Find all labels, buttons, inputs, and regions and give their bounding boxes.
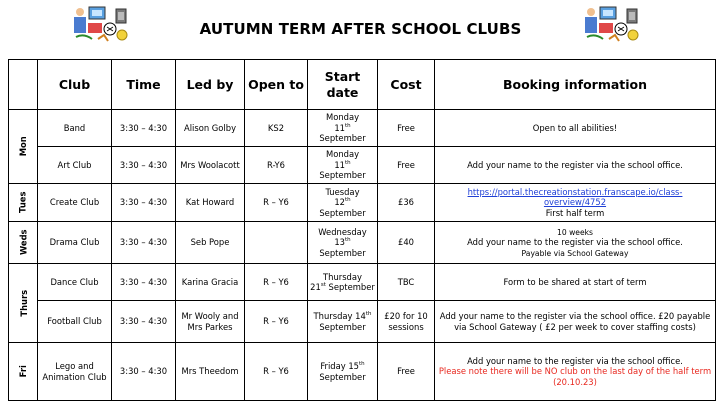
club-start-date: Monday 11th September — [308, 110, 378, 147]
club-name: Drama Club — [38, 222, 112, 264]
club-cost: Free — [378, 147, 435, 184]
header-led-by: Led by — [176, 60, 245, 110]
club-booking: Open to all abilities! — [435, 110, 716, 147]
club-name: Art Club — [38, 147, 112, 184]
table-row — [9, 222, 716, 264]
club-cost: TBC — [378, 264, 435, 301]
booking-warning: Please note there will be NO club on the last day of the half term (20.10.23) — [438, 366, 712, 387]
header-row — [9, 60, 716, 110]
club-leader: Kat Howard — [176, 184, 245, 222]
club-open-to: KS2 — [245, 110, 308, 147]
club-leader: Mr Wooly and Mrs Parkes — [176, 301, 245, 343]
club-open-to: R – Y6 — [245, 264, 308, 301]
header-booking: Booking information — [435, 60, 716, 110]
day-label: Fri — [17, 365, 28, 378]
table-row — [9, 147, 716, 184]
club-name: Band — [38, 110, 112, 147]
day-cell-tues — [9, 184, 38, 222]
club-open-to — [245, 222, 308, 264]
table-row — [9, 343, 716, 401]
booking-note: First half term — [545, 207, 605, 218]
club-name: Lego and Animation Club — [38, 343, 112, 401]
club-open-to: R – Y6 — [245, 301, 308, 343]
club-cost: £40 — [378, 222, 435, 264]
club-time: 3:30 – 4:30 — [112, 184, 176, 222]
club-name: Football Club — [38, 301, 112, 343]
club-leader: Alison Golby — [176, 110, 245, 147]
table-row — [9, 110, 716, 147]
club-booking: Form to be shared at start of term — [435, 264, 716, 301]
club-start-date: Tuesday 12th September — [308, 184, 378, 222]
club-booking — [435, 222, 716, 264]
day-label: Thurs — [19, 289, 30, 317]
club-name: Create Club — [38, 184, 112, 222]
club-open-to: R – Y6 — [245, 343, 308, 401]
table-row — [9, 184, 716, 222]
club-name: Dance Club — [38, 264, 112, 301]
club-start-date: Monday 11th September — [308, 147, 378, 184]
table-row — [9, 264, 716, 301]
club-booking — [435, 184, 716, 222]
day-cell-mon — [9, 110, 38, 184]
page-title: AUTUMN TERM AFTER SCHOOL CLUBS — [199, 20, 522, 38]
club-start-date: Wednesday 13th September — [308, 222, 378, 264]
booking-duration: 10 weeks — [557, 227, 593, 237]
club-time: 3:30 – 4:30 — [112, 147, 176, 184]
header-start-date: Start date — [308, 60, 378, 110]
header-club: Club — [38, 60, 112, 110]
header-cost: Cost — [378, 60, 435, 110]
club-open-to: R-Y6 — [245, 147, 308, 184]
header-open-to: Open to — [245, 60, 308, 110]
club-time: 3:30 – 4:30 — [112, 264, 176, 301]
club-time: 3:30 – 4:30 — [112, 343, 176, 401]
club-cost: £36 — [378, 184, 435, 222]
clubs-table — [8, 59, 716, 401]
booking-instructions: Add your name to the register via the school office. — [467, 355, 683, 366]
club-start-date: Thursday 14th September — [308, 301, 378, 343]
header-day — [9, 60, 38, 110]
club-leader: Seb Pope — [176, 222, 245, 264]
club-leader: Karina Gracia — [176, 264, 245, 301]
club-leader: Mrs Woolacott — [176, 147, 245, 184]
booking-payment: Payable via School Gateway — [521, 248, 629, 258]
day-cell-weds — [9, 222, 38, 264]
club-booking: Add your name to the register via the school office. — [435, 147, 716, 184]
club-time: 3:30 – 4:30 — [112, 222, 176, 264]
club-cost: Free — [378, 110, 435, 147]
booking-instructions: Add your name to the register via the school office. — [467, 237, 683, 248]
day-cell-thurs — [9, 264, 38, 343]
club-cost: Free — [378, 343, 435, 401]
club-cost: £20 for 10 sessions — [378, 301, 435, 343]
day-label: Weds — [18, 229, 29, 256]
club-leader: Mrs Theedom — [176, 343, 245, 401]
header-time: Time — [112, 60, 176, 110]
day-label: Tues — [17, 191, 28, 214]
club-open-to: R – Y6 — [245, 184, 308, 222]
club-booking — [435, 343, 716, 401]
club-start-date: Friday 15th September — [308, 343, 378, 401]
day-cell-fri — [9, 343, 38, 401]
day-label: Mon — [17, 136, 28, 157]
booking-link[interactable]: https://portal.thecreationstation.franscape.io/class-overview/4752 — [467, 186, 683, 208]
table-row — [9, 301, 716, 343]
club-time: 3:30 – 4:30 — [112, 110, 176, 147]
club-time: 3:30 – 4:30 — [112, 301, 176, 343]
club-start-date: Thursday 21st September — [308, 264, 378, 301]
club-booking: Add your name to the register via the school office. £20 payable via School Gateway ( £2 per week to cover staffing costs) — [435, 301, 716, 343]
